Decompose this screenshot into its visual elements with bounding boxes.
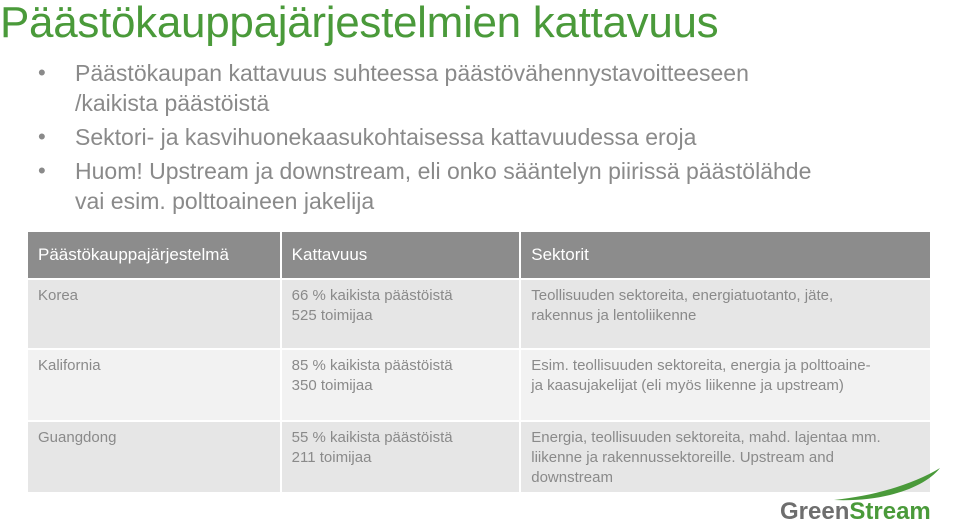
sectors-line: Esim. teollisuuden sektoreita, energia ja polttoaine- xyxy=(531,357,871,374)
coverage-line: 55 % kaikista päästöistä xyxy=(291,429,453,446)
coverage-line: 211 toimijaa xyxy=(291,449,372,466)
coverage-line: 350 toimijaa xyxy=(291,377,373,394)
bullet-item xyxy=(38,122,918,152)
cell-system: Kalifornia xyxy=(28,350,280,420)
bullet-line: vai esim. polttoaineen jakelija xyxy=(75,188,375,214)
sectors-line: ja kaasujakelijat (eli myös liikenne ja upstream) xyxy=(531,377,844,394)
column-header-coverage: Kattavuus xyxy=(282,232,520,278)
cell-coverage xyxy=(282,350,520,420)
bullet-line: Päästökaupan kattavuus suhteessa päästövähennystavoitteeseen xyxy=(75,60,749,86)
page-title: Päästökauppajärjestelmien kattavuus xyxy=(0,0,719,47)
table-header-row xyxy=(28,232,930,278)
column-header-system: Päästökauppajärjestelmä xyxy=(28,232,280,278)
bullet-line: Sektori- ja kasvihuonekaasukohtaisessa kattavuudessa eroja xyxy=(75,124,697,150)
logo-wordmark xyxy=(780,498,931,526)
table-row xyxy=(28,280,930,348)
bullet-line: /kaikista päästöistä xyxy=(75,90,270,116)
sectors-line: Teollisuuden sektoreita, energiatuotanto, jäte, xyxy=(531,287,834,304)
bullet-dot-icon: • xyxy=(38,158,46,183)
coverage-line: 85 % kaikista päästöistä xyxy=(291,357,453,374)
cell-sectors xyxy=(521,350,930,420)
sectors-line: liikenne ja rakennussektoreille. Upstream and xyxy=(531,449,834,466)
bullet-item xyxy=(38,58,918,118)
cell-coverage xyxy=(282,280,520,348)
cell-coverage xyxy=(282,422,520,492)
cell-sectors xyxy=(521,280,930,348)
coverage-line: 66 % kaikista päästöistä xyxy=(291,287,453,304)
bullet-item xyxy=(38,156,918,216)
coverage-line: 525 toimijaa xyxy=(291,307,373,324)
column-header-sectors: Sektorit xyxy=(521,232,930,278)
logo-text-stream: Stream xyxy=(849,498,931,525)
coverage-table xyxy=(26,230,932,494)
sectors-line: rakennus ja lentoliikenne xyxy=(531,307,697,324)
table-row xyxy=(28,350,930,420)
bullet-dot-icon: • xyxy=(38,124,46,149)
cell-system: Korea xyxy=(28,280,280,348)
greenstream-logo xyxy=(774,466,942,526)
bullet-dot-icon: • xyxy=(38,60,46,85)
logo-text-green: Green xyxy=(780,498,850,525)
sectors-line: Energia, teollisuuden sektoreita, mahd. lajentaa mm. xyxy=(531,429,881,446)
bullet-line: Huom! Upstream ja downstream, eli onko sääntelyn piirissä päästölähde xyxy=(75,158,812,184)
bullet-list xyxy=(38,58,918,220)
sectors-line: downstream xyxy=(531,469,613,486)
cell-system: Guangdong xyxy=(28,422,280,492)
